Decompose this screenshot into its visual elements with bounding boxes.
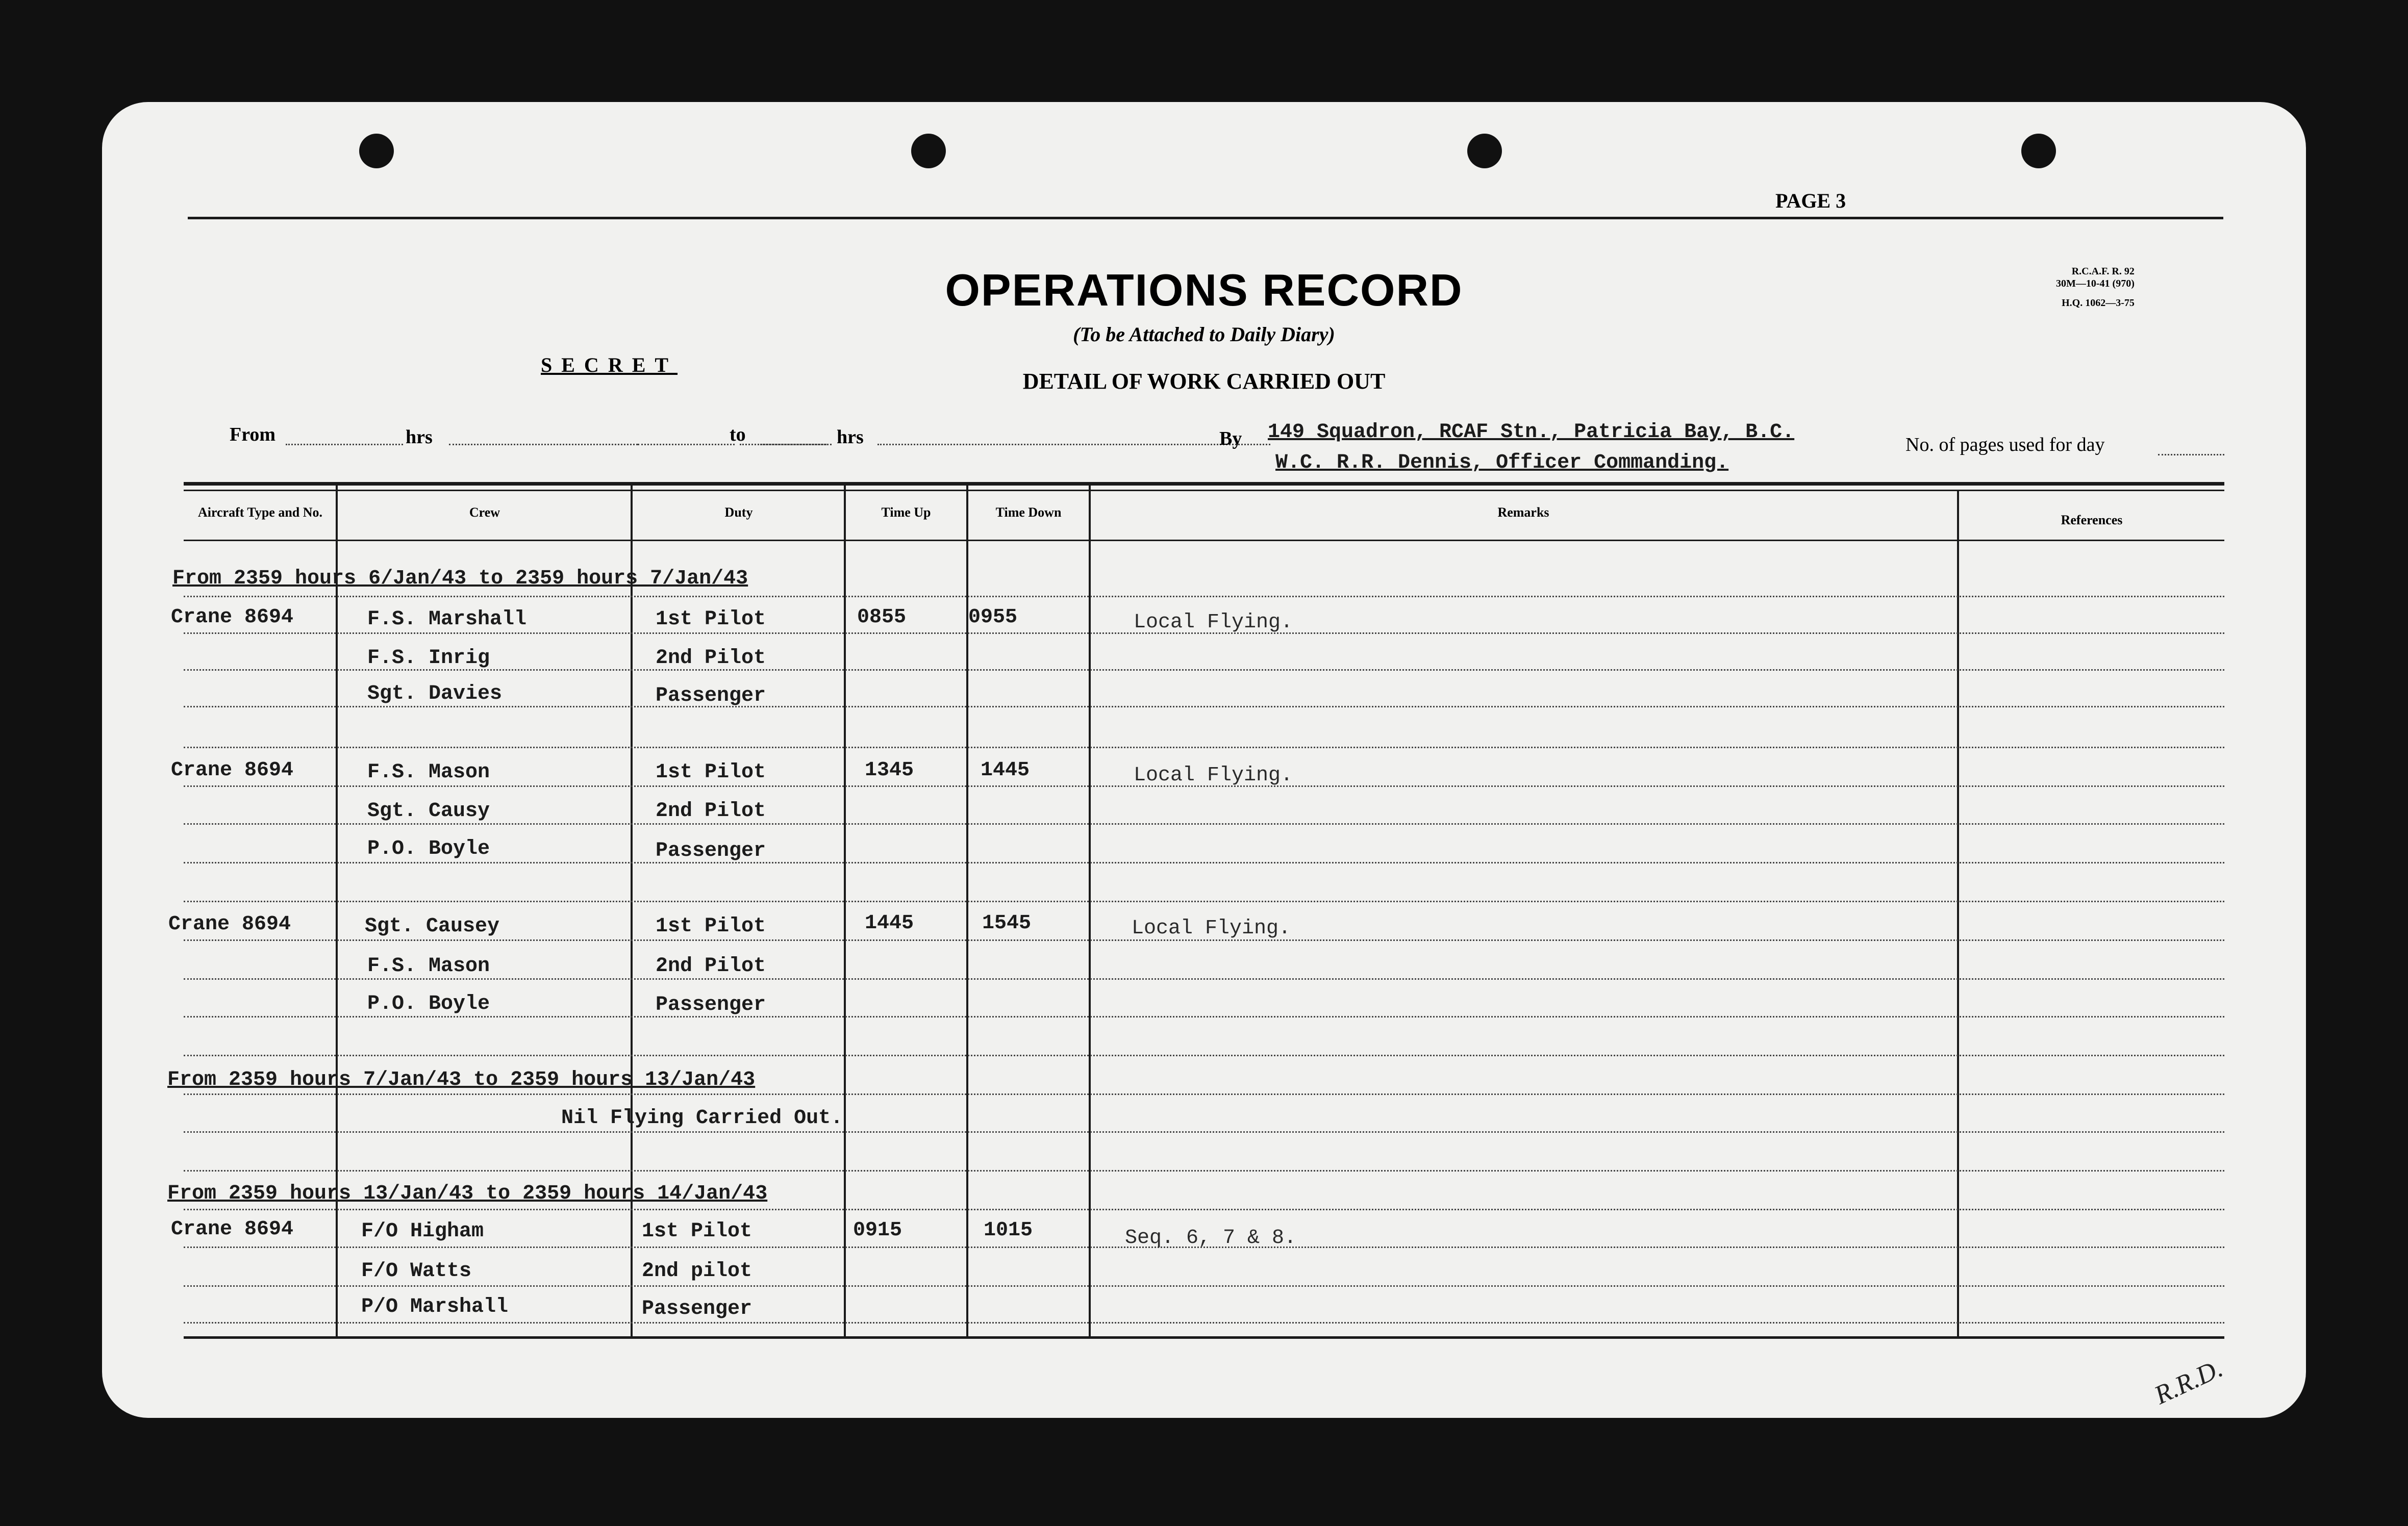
- initials-mark: R.R.D.: [2150, 1354, 2227, 1410]
- duty-cell: 1st Pilot: [656, 915, 766, 938]
- col-header-time-down: Time Down: [995, 505, 1062, 520]
- duty-cell: Passenger: [656, 684, 766, 707]
- col-header-references: References: [2061, 513, 2123, 527]
- col-header-time-up: Time Up: [881, 505, 931, 520]
- ruling-line: [184, 1209, 2224, 1210]
- pages-used-label: No. of pages used for day: [1905, 434, 2105, 455]
- table-top-rule: [184, 490, 2224, 491]
- ruling-line: [184, 747, 2224, 748]
- column-divider: [1957, 490, 1959, 1339]
- header-rule: [184, 540, 2224, 541]
- col-header-aircraft: Aircraft Type and No.: [197, 505, 323, 520]
- punch-hole: [911, 134, 946, 168]
- hrs-label: hrs: [406, 426, 433, 448]
- by-unit: 149 Squadron, RCAF Stn., Patricia Bay, B.C.: [1268, 421, 1795, 444]
- table-bottom-rule: [184, 1336, 2224, 1339]
- crew-cell: Sgt. Causy: [367, 800, 490, 823]
- from-blank: [286, 444, 403, 445]
- page-subtitle: (To be Attached to Daily Diary): [1073, 323, 1335, 346]
- from-date-blank: [449, 444, 638, 445]
- crew-cell: F.S. Mason: [367, 761, 490, 784]
- ruling-line: [184, 596, 2224, 597]
- aircraft-cell: Crane 8694: [168, 913, 291, 936]
- to-label: to: [730, 424, 746, 445]
- to-date-blank: [877, 444, 1270, 445]
- punch-hole: [1467, 134, 1502, 168]
- crew-cell: F.S. Marshall: [367, 608, 527, 631]
- time-down-cell: 1445: [981, 759, 1030, 782]
- column-divider: [336, 482, 338, 1339]
- form-number-line: R.C.A.F. R. 92: [2071, 266, 2135, 277]
- by-officer: W.C. R.R. Dennis, Officer Commanding.: [1275, 451, 1729, 474]
- remarks-cell: Local Flying.: [1134, 764, 1293, 787]
- time-up-cell: 0855: [857, 606, 907, 629]
- punch-hole: [359, 134, 394, 168]
- time-up-cell: 1445: [865, 912, 914, 935]
- time-down-cell: 0955: [968, 606, 1018, 629]
- crew-cell: Sgt. Davies: [367, 682, 503, 705]
- top-rule: [188, 217, 2223, 219]
- crew-cell: F.S. Inrig: [367, 647, 490, 670]
- hrs-label-2: hrs: [837, 426, 864, 448]
- aircraft-cell: Crane 8694: [171, 606, 294, 629]
- time-down-cell: 1015: [984, 1219, 1033, 1242]
- from-date-blank: [638, 444, 735, 445]
- remarks-cell: Local Flying.: [1132, 917, 1291, 940]
- column-divider: [1089, 482, 1091, 1339]
- table-top-rule: [184, 482, 2224, 486]
- ruling-line: [184, 862, 2224, 863]
- duty-cell: Passenger: [656, 994, 766, 1016]
- crew-cell: P.O. Boyle: [367, 993, 490, 1015]
- col-header-crew: Crew: [469, 505, 500, 520]
- page-number: PAGE 3: [1775, 189, 1846, 212]
- time-down-cell: 1545: [982, 912, 1032, 935]
- crew-cell: P.O. Boyle: [367, 837, 490, 860]
- ruling-line: [184, 1322, 2224, 1324]
- section-heading: From 2359 hours 13/Jan/43 to 2359 hours 14/Jan/43: [167, 1182, 768, 1205]
- record-sheet: [102, 102, 2306, 1418]
- detail-heading: DETAIL OF WORK CARRIED OUT: [1022, 369, 1386, 394]
- aircraft-cell: Crane 8694: [171, 1218, 294, 1241]
- ruling-line: [184, 1016, 2224, 1018]
- duty-cell: Passenger: [656, 840, 766, 862]
- aircraft-cell: Crane 8694: [171, 759, 294, 782]
- col-header-remarks: Remarks: [1497, 505, 1549, 520]
- crew-cell: F.S. Mason: [367, 955, 490, 978]
- duty-cell: 1st Pilot: [656, 761, 766, 784]
- section-heading: From 2359 hours 6/Jan/43 to 2359 hours 7/Jan/43: [172, 567, 748, 590]
- ruling-line: [184, 823, 2224, 825]
- pages-used-blank: [2158, 454, 2224, 455]
- crew-cell: Sgt. Causey: [365, 915, 500, 938]
- duty-cell: 1st Pilot: [656, 608, 766, 631]
- by-label: By: [1219, 428, 1242, 449]
- ruling-line: [184, 1285, 2224, 1287]
- column-divider: [844, 482, 846, 1339]
- section-heading: From 2359 hours 7/Jan/43 to 2359 hours 13/Jan/43: [167, 1069, 756, 1091]
- remarks-cell: Seq. 6, 7 & 8.: [1125, 1227, 1297, 1250]
- nil-flying-note: Nil Flying Carried Out.: [561, 1107, 843, 1130]
- time-up-cell: 1345: [865, 759, 914, 782]
- ruling-line: [184, 1055, 2224, 1056]
- crew-cell: F/O Higham: [361, 1220, 484, 1243]
- duty-cell: 1st Pilot: [642, 1220, 752, 1243]
- col-header-duty: Duty: [724, 505, 753, 520]
- classification-stamp: SECRET: [541, 353, 678, 376]
- to-blank: [760, 444, 832, 445]
- time-up-cell: 0915: [853, 1219, 902, 1242]
- ruling-line: [184, 706, 2224, 707]
- from-label: From: [230, 424, 276, 445]
- ruling-line: [184, 901, 2224, 902]
- crew-cell: F/O Watts: [361, 1260, 472, 1283]
- ruling-line: [184, 1093, 2224, 1095]
- duty-cell: 2nd pilot: [642, 1260, 752, 1283]
- punch-hole: [2021, 134, 2056, 168]
- column-divider: [631, 482, 633, 1339]
- remarks-cell: Local Flying.: [1134, 611, 1293, 634]
- form-number-line: H.Q. 1062—3-75: [2062, 297, 2135, 309]
- crew-cell: P/O Marshall: [361, 1295, 509, 1318]
- duty-cell: 2nd Pilot: [656, 647, 766, 670]
- duty-cell: 2nd Pilot: [656, 800, 766, 823]
- page-title: OPERATIONS RECORD: [945, 265, 1463, 315]
- form-number-line: 30M—10-41 (970): [2056, 278, 2135, 289]
- duty-cell: 2nd Pilot: [656, 955, 766, 978]
- ruling-line: [184, 978, 2224, 980]
- ruling-line: [184, 1131, 2224, 1133]
- duty-cell: Passenger: [642, 1298, 752, 1320]
- ruling-line: [184, 1170, 2224, 1172]
